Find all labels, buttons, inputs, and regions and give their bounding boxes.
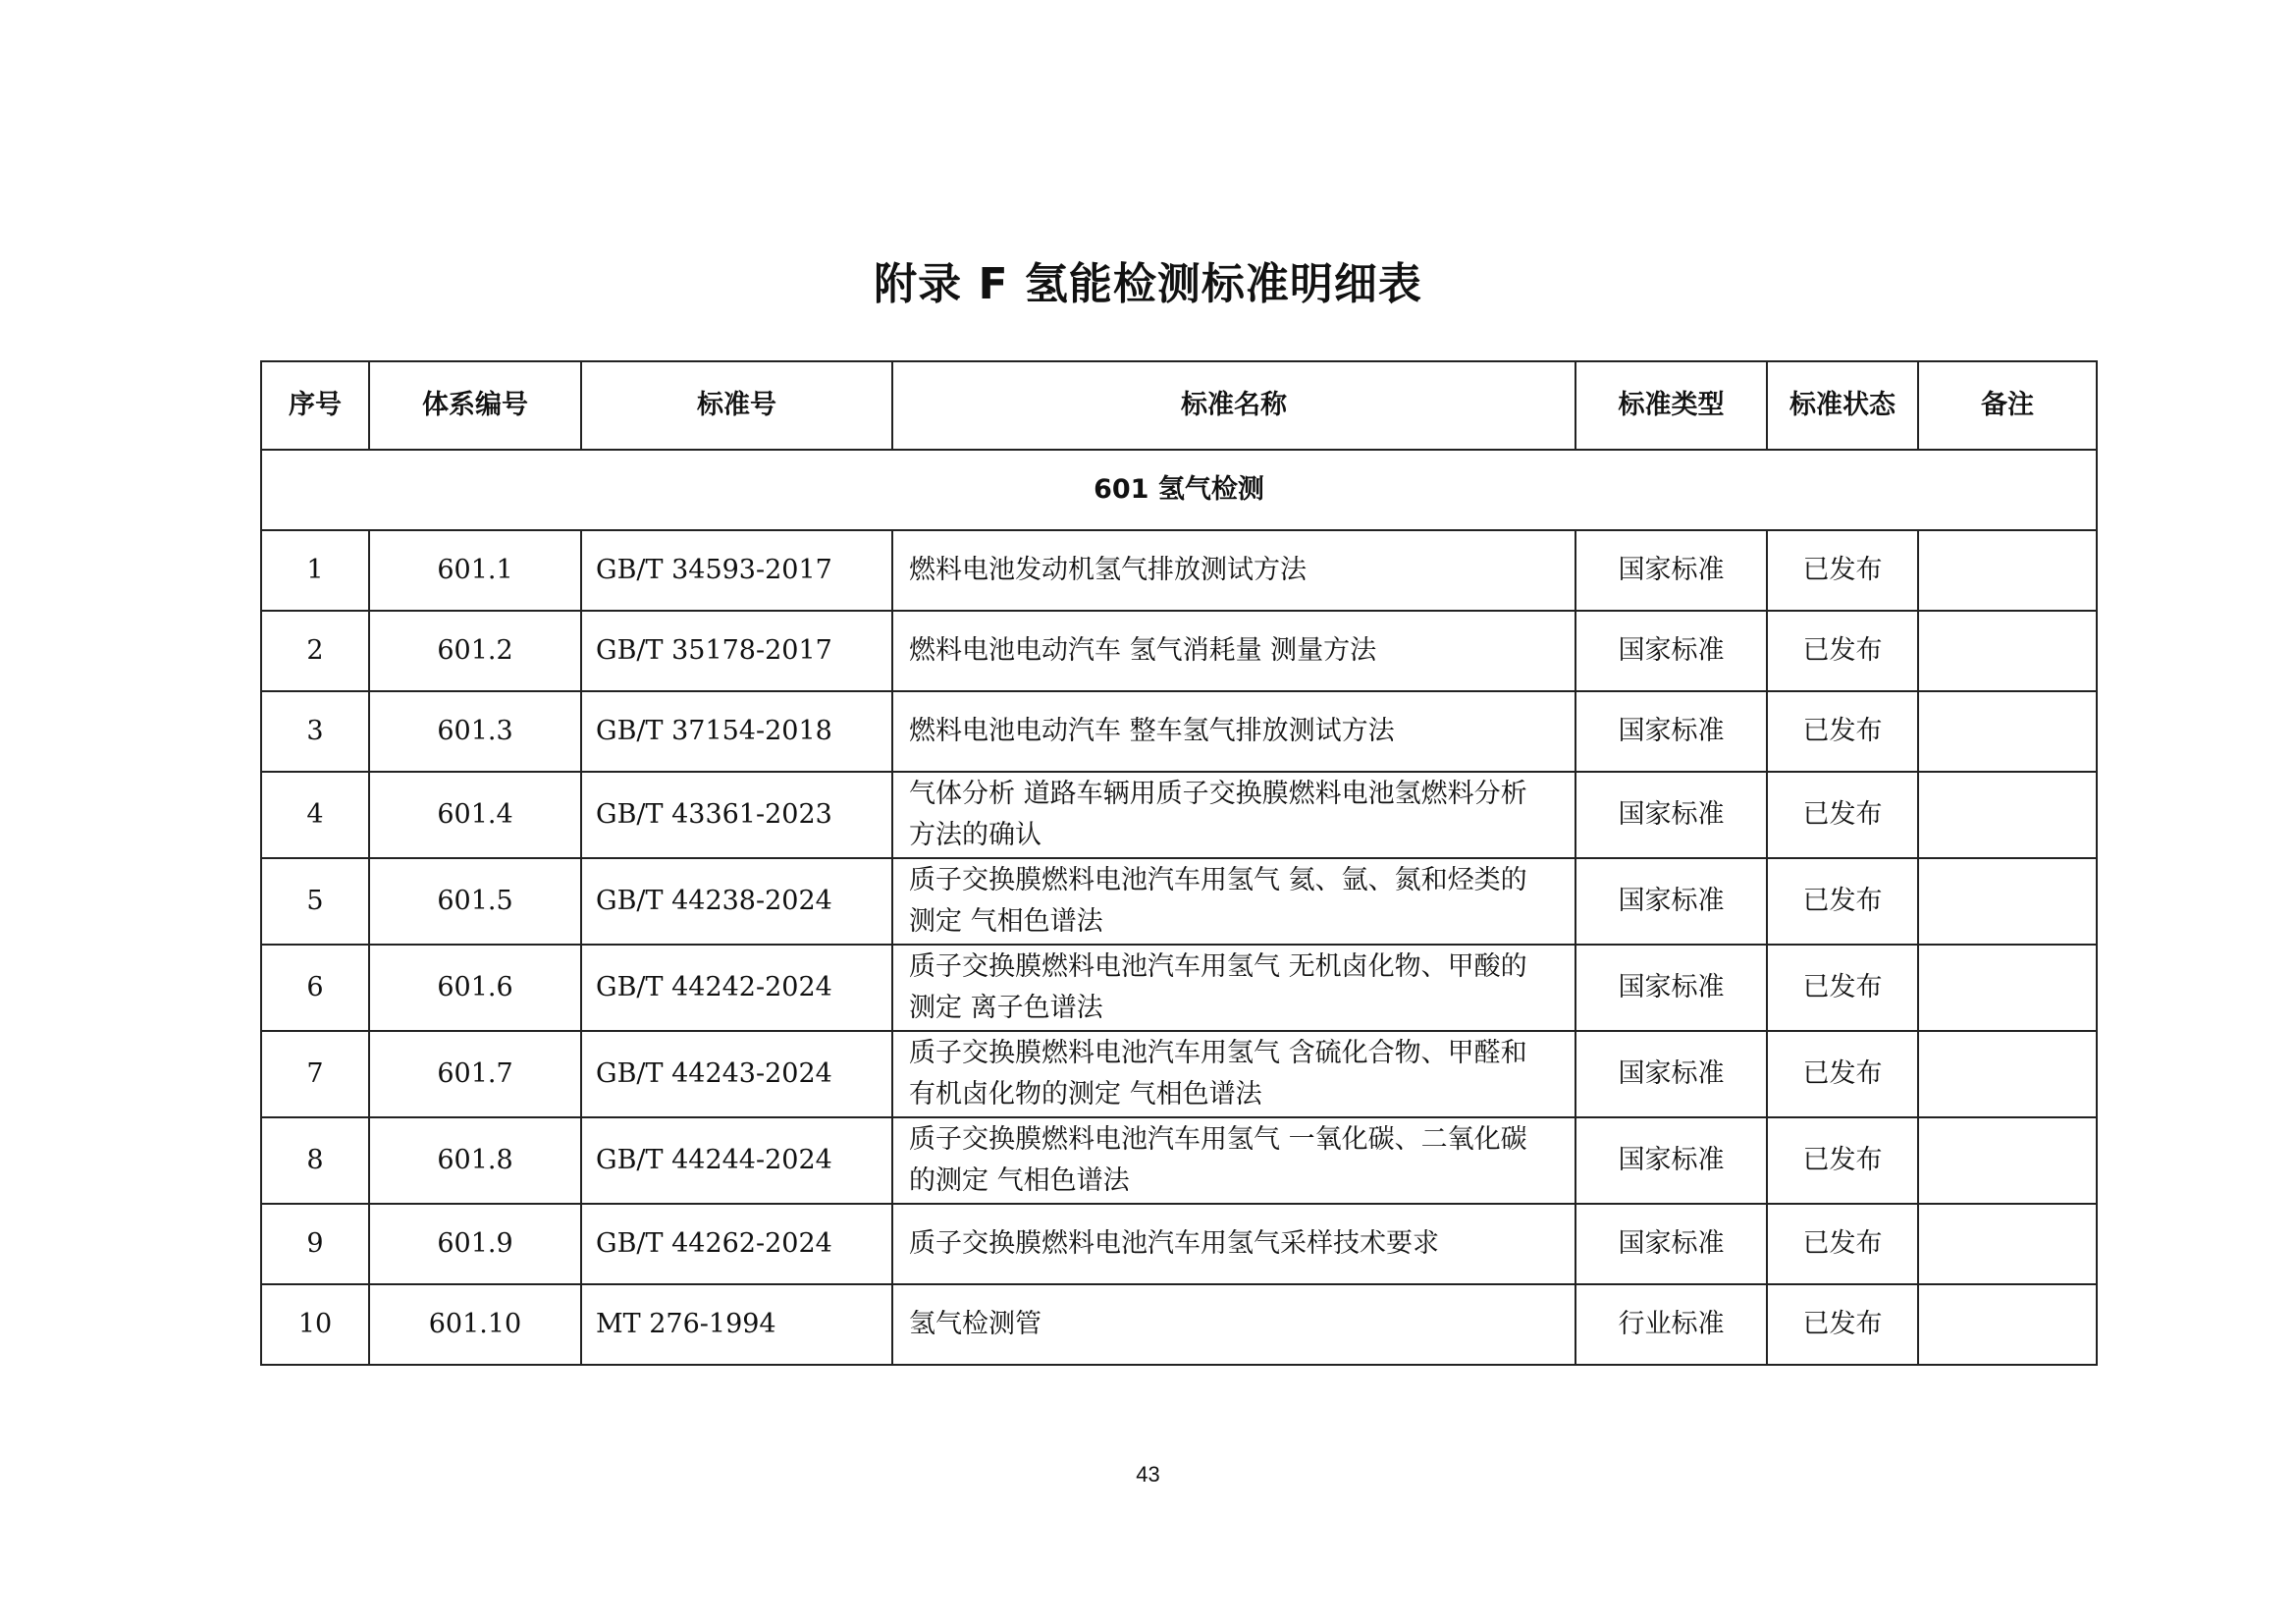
cell-seq: 2 xyxy=(261,611,369,691)
table-header xyxy=(261,361,2097,450)
cell-standard-number: GB/T 34593-2017 xyxy=(581,530,892,611)
cell-standard-name: 质子交换膜燃料电池汽车用氢气采样技术要求 xyxy=(892,1204,1575,1284)
cell-standard-number: GB/T 43361-2023 xyxy=(581,772,892,858)
cell-standard-number: GB/T 44243-2024 xyxy=(581,1031,892,1117)
cell-standard-status: 已发布 xyxy=(1767,1031,1918,1117)
cell-system-code: 601.4 xyxy=(369,772,581,858)
cell-remarks xyxy=(1918,772,2097,858)
cell-system-code: 601.8 xyxy=(369,1117,581,1204)
cell-standard-number: GB/T 44244-2024 xyxy=(581,1117,892,1204)
cell-standard-status: 已发布 xyxy=(1767,858,1918,945)
cell-seq: 9 xyxy=(261,1204,369,1284)
cell-standard-type: 国家标准 xyxy=(1575,691,1767,772)
cell-standard-number: GB/T 44238-2024 xyxy=(581,858,892,945)
cell-standard-status: 已发布 xyxy=(1767,945,1918,1031)
cell-standard-status: 已发布 xyxy=(1767,611,1918,691)
cell-standard-status: 已发布 xyxy=(1767,772,1918,858)
cell-seq: 4 xyxy=(261,772,369,858)
header-standard-name: 标准名称 xyxy=(892,361,1575,450)
header-standard-type: 标准类型 xyxy=(1575,361,1767,450)
cell-remarks xyxy=(1918,530,2097,611)
cell-standard-type: 行业标准 xyxy=(1575,1284,1767,1365)
cell-standard-name: 燃料电池发动机氢气排放测试方法 xyxy=(892,530,1575,611)
header-row xyxy=(261,361,2097,450)
cell-remarks xyxy=(1918,1031,2097,1117)
cell-system-code: 601.1 xyxy=(369,530,581,611)
cell-system-code: 601.6 xyxy=(369,945,581,1031)
cell-standard-status: 已发布 xyxy=(1767,1204,1918,1284)
cell-remarks xyxy=(1918,1284,2097,1365)
cell-system-code: 601.5 xyxy=(369,858,581,945)
cell-standard-type: 国家标准 xyxy=(1575,1031,1767,1117)
cell-seq: 1 xyxy=(261,530,369,611)
cell-remarks xyxy=(1918,611,2097,691)
cell-standard-number: GB/T 35178-2017 xyxy=(581,611,892,691)
cell-standard-type: 国家标准 xyxy=(1575,1204,1767,1284)
header-remarks: 备注 xyxy=(1918,361,2097,450)
cell-remarks xyxy=(1918,1117,2097,1204)
cell-remarks xyxy=(1918,945,2097,1031)
header-system-code: 体系编号 xyxy=(369,361,581,450)
cell-system-code: 601.2 xyxy=(369,611,581,691)
cell-standard-type: 国家标准 xyxy=(1575,772,1767,858)
table-row xyxy=(261,772,2097,858)
cell-seq: 6 xyxy=(261,945,369,1031)
cell-standard-name: 燃料电池电动汽车 整车氢气排放测试方法 xyxy=(892,691,1575,772)
table-body xyxy=(261,450,2097,1365)
cell-standard-type: 国家标准 xyxy=(1575,858,1767,945)
cell-system-code: 601.10 xyxy=(369,1284,581,1365)
header-standard-status: 标准状态 xyxy=(1767,361,1918,450)
cell-seq: 10 xyxy=(261,1284,369,1365)
header-standard-number: 标准号 xyxy=(581,361,892,450)
cell-standard-number: MT 276-1994 xyxy=(581,1284,892,1365)
cell-standard-name: 气体分析 道路车辆用质子交换膜燃料电池氢燃料分析方法的确认 xyxy=(892,772,1575,858)
table-row xyxy=(261,1031,2097,1117)
cell-system-code: 601.3 xyxy=(369,691,581,772)
cell-remarks xyxy=(1918,1204,2097,1284)
cell-seq: 5 xyxy=(261,858,369,945)
cell-standard-name: 燃料电池电动汽车 氢气消耗量 测量方法 xyxy=(892,611,1575,691)
table-row xyxy=(261,945,2097,1031)
header-seq: 序号 xyxy=(261,361,369,450)
table-row xyxy=(261,1117,2097,1204)
page-number: 43 xyxy=(1136,1462,1160,1487)
section-row xyxy=(261,450,2097,530)
cell-standard-type: 国家标准 xyxy=(1575,1117,1767,1204)
standards-table xyxy=(260,360,2098,1366)
cell-standard-number: GB/T 37154-2018 xyxy=(581,691,892,772)
section-title: 601 氢气检测 xyxy=(261,450,2097,530)
cell-seq: 7 xyxy=(261,1031,369,1117)
table-row xyxy=(261,858,2097,945)
cell-system-code: 601.9 xyxy=(369,1204,581,1284)
cell-standard-type: 国家标准 xyxy=(1575,530,1767,611)
cell-standard-name: 氢气检测管 xyxy=(892,1284,1575,1365)
cell-standard-name: 质子交换膜燃料电池汽车用氢气 氦、氩、氮和烃类的测定 气相色谱法 xyxy=(892,858,1575,945)
cell-seq: 8 xyxy=(261,1117,369,1204)
table-row xyxy=(261,691,2097,772)
cell-standard-status: 已发布 xyxy=(1767,1117,1918,1204)
page-title: 附录 F 氢能检测标准明细表 xyxy=(874,259,1422,309)
cell-seq: 3 xyxy=(261,691,369,772)
cell-standard-status: 已发布 xyxy=(1767,1284,1918,1365)
cell-standard-name: 质子交换膜燃料电池汽车用氢气 无机卤化物、甲酸的测定 离子色谱法 xyxy=(892,945,1575,1031)
cell-standard-number: GB/T 44242-2024 xyxy=(581,945,892,1031)
table-row xyxy=(261,530,2097,611)
table-row xyxy=(261,611,2097,691)
cell-remarks xyxy=(1918,691,2097,772)
table-row xyxy=(261,1204,2097,1284)
cell-standard-name: 质子交换膜燃料电池汽车用氢气 一氧化碳、二氧化碳的测定 气相色谱法 xyxy=(892,1117,1575,1204)
cell-standard-type: 国家标准 xyxy=(1575,611,1767,691)
cell-standard-type: 国家标准 xyxy=(1575,945,1767,1031)
cell-standard-name: 质子交换膜燃料电池汽车用氢气 含硫化合物、甲醛和有机卤化物的测定 气相色谱法 xyxy=(892,1031,1575,1117)
cell-standard-number: GB/T 44262-2024 xyxy=(581,1204,892,1284)
cell-remarks xyxy=(1918,858,2097,945)
cell-standard-status: 已发布 xyxy=(1767,530,1918,611)
cell-standard-status: 已发布 xyxy=(1767,691,1918,772)
table-row xyxy=(261,1284,2097,1365)
cell-system-code: 601.7 xyxy=(369,1031,581,1117)
